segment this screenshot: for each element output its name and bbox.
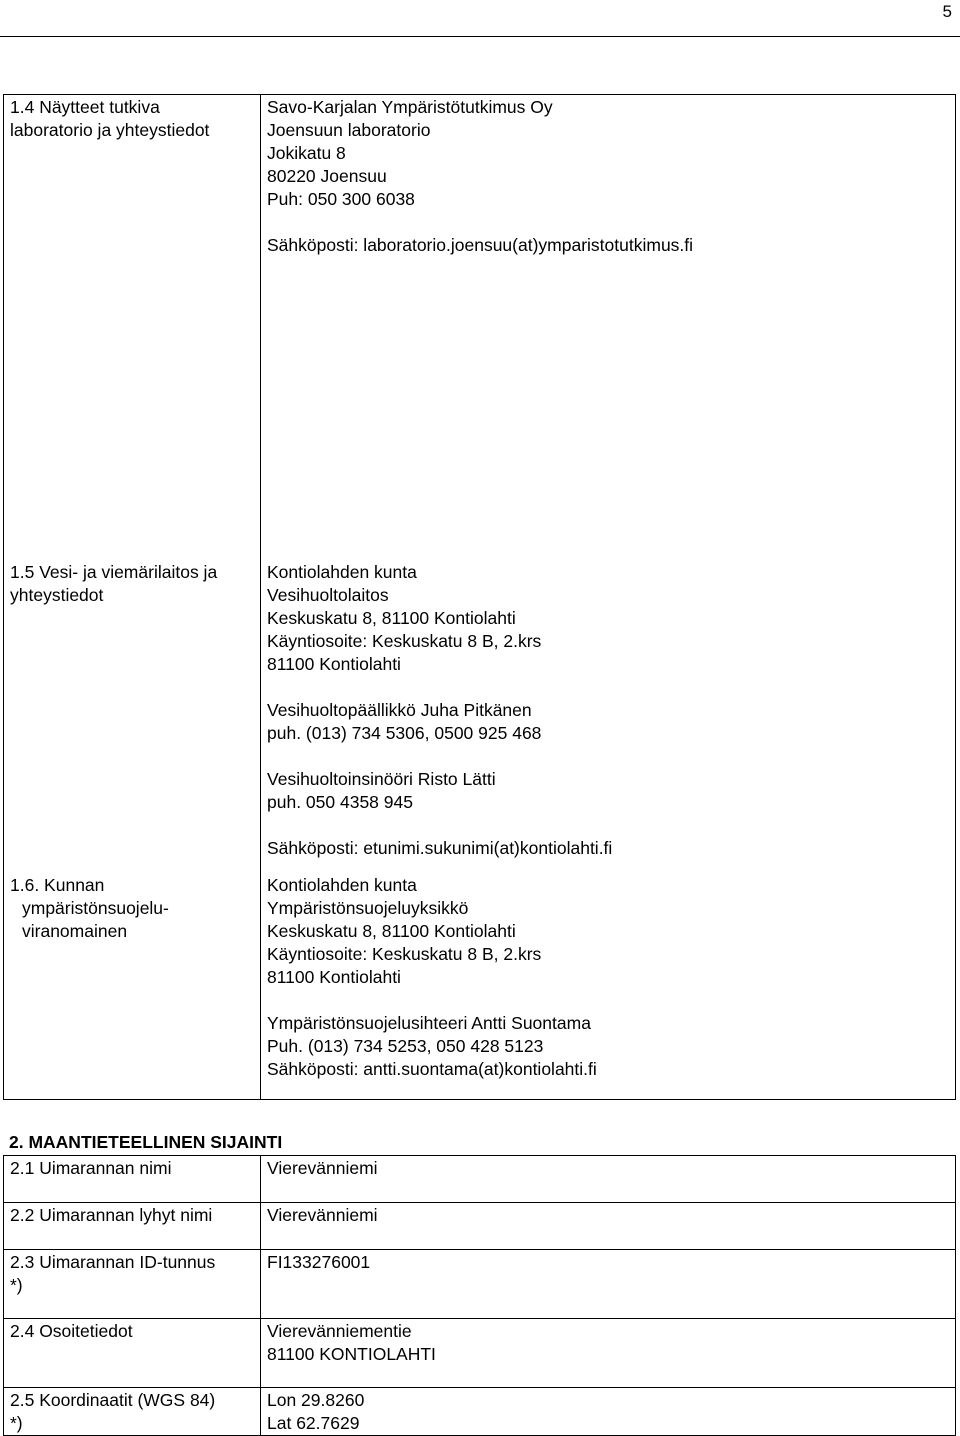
env-line: Kontiolahden kunta — [267, 875, 417, 895]
water-label: 1.5 Vesi- ja viemärilaitos ja yhteystiedot — [4, 551, 261, 860]
lab-label: 1.4 Näytteet tutkiva laboratorio ja yhteystiedot — [4, 95, 261, 552]
location-value: Vierevänniemi — [261, 1203, 956, 1250]
lab-line: 80220 Joensuu — [267, 166, 387, 186]
env-details — [261, 860, 956, 1100]
lab-phone: Puh: 050 300 6038 — [267, 189, 415, 209]
water-manager: Vesihuoltopäällikkö Juha Pitkänen — [267, 700, 532, 720]
water-line: Käyntiosoite: Keskuskatu 8 B, 2.krs — [267, 631, 542, 651]
contacts-table — [3, 94, 956, 1100]
location-row — [4, 1250, 956, 1319]
location-value: Lon 29.8260 Lat 62.7629 — [261, 1388, 956, 1436]
location-label: 2.2 Uimarannan lyhyt nimi — [4, 1203, 261, 1250]
water-engineer-phone: puh. 050 4358 945 — [267, 792, 413, 812]
water-line: Keskuskatu 8, 81100 Kontiolahti — [267, 608, 516, 628]
location-row — [4, 1319, 956, 1388]
location-label: 2.4 Osoitetiedot — [4, 1319, 261, 1388]
lab-line: Savo-Karjalan Ympäristötutkimus Oy — [267, 97, 553, 117]
section-title: 2. MAANTIETEELLINEN SIJAINTI — [9, 1132, 283, 1152]
lab-details — [261, 95, 956, 552]
lab-email: Sähköposti: laboratorio.joensuu(at)ymparistotutkimus.fi — [267, 235, 694, 255]
water-engineer: Vesihuoltoinsinööri Risto Lätti — [267, 769, 496, 789]
env-label: 1.6. Kunnan ympäristönsuojelu- viranomainen — [4, 860, 261, 1100]
location-value: Vierevänniementie 81100 KONTIOLAHTI — [261, 1319, 956, 1388]
location-label: 2.1 Uimarannan nimi — [4, 1156, 261, 1203]
location-row — [4, 1203, 956, 1250]
env-officer-email: Sähköposti: antti.suontama(at)kontiolahti.fi — [267, 1059, 597, 1079]
lab-line: Jokikatu 8 — [267, 143, 346, 163]
water-line: Kontiolahden kunta — [267, 562, 417, 582]
water-line: Vesihuoltolaitos — [267, 585, 389, 605]
lab-row — [4, 95, 956, 552]
env-line: Keskuskatu 8, 81100 Kontiolahti — [267, 921, 516, 941]
env-officer-phone: Puh. (013) 734 5253, 050 428 5123 — [267, 1036, 544, 1056]
water-line: 81100 Kontiolahti — [267, 654, 401, 674]
water-manager-phone: puh. (013) 734 5306, 0500 925 468 — [267, 723, 542, 743]
water-email: Sähköposti: etunimi.sukunimi(at)kontiolahti.fi — [267, 838, 613, 858]
env-line: 81100 Kontiolahti — [267, 967, 401, 987]
lab-line: Joensuun laboratorio — [267, 120, 431, 140]
header-rule — [0, 36, 960, 37]
water-row — [4, 551, 956, 860]
env-row — [4, 860, 956, 1100]
env-line: Käyntiosoite: Keskuskatu 8 B, 2.krs — [267, 944, 542, 964]
location-label: 2.5 Koordinaatit (WGS 84) *) — [4, 1388, 261, 1436]
location-value: Vierevänniemi — [261, 1156, 956, 1203]
location-value: FI133276001 — [261, 1250, 956, 1319]
location-row — [4, 1156, 956, 1203]
location-row — [4, 1388, 956, 1436]
water-details — [261, 551, 956, 860]
location-table — [3, 1155, 956, 1436]
env-officer: Ympäristönsuojelusihteeri Antti Suontama — [267, 1013, 591, 1033]
page-number: 5 — [942, 2, 952, 21]
env-line: Ympäristönsuojeluyksikkö — [267, 898, 469, 918]
location-label: 2.3 Uimarannan ID-tunnus *) — [4, 1250, 261, 1319]
